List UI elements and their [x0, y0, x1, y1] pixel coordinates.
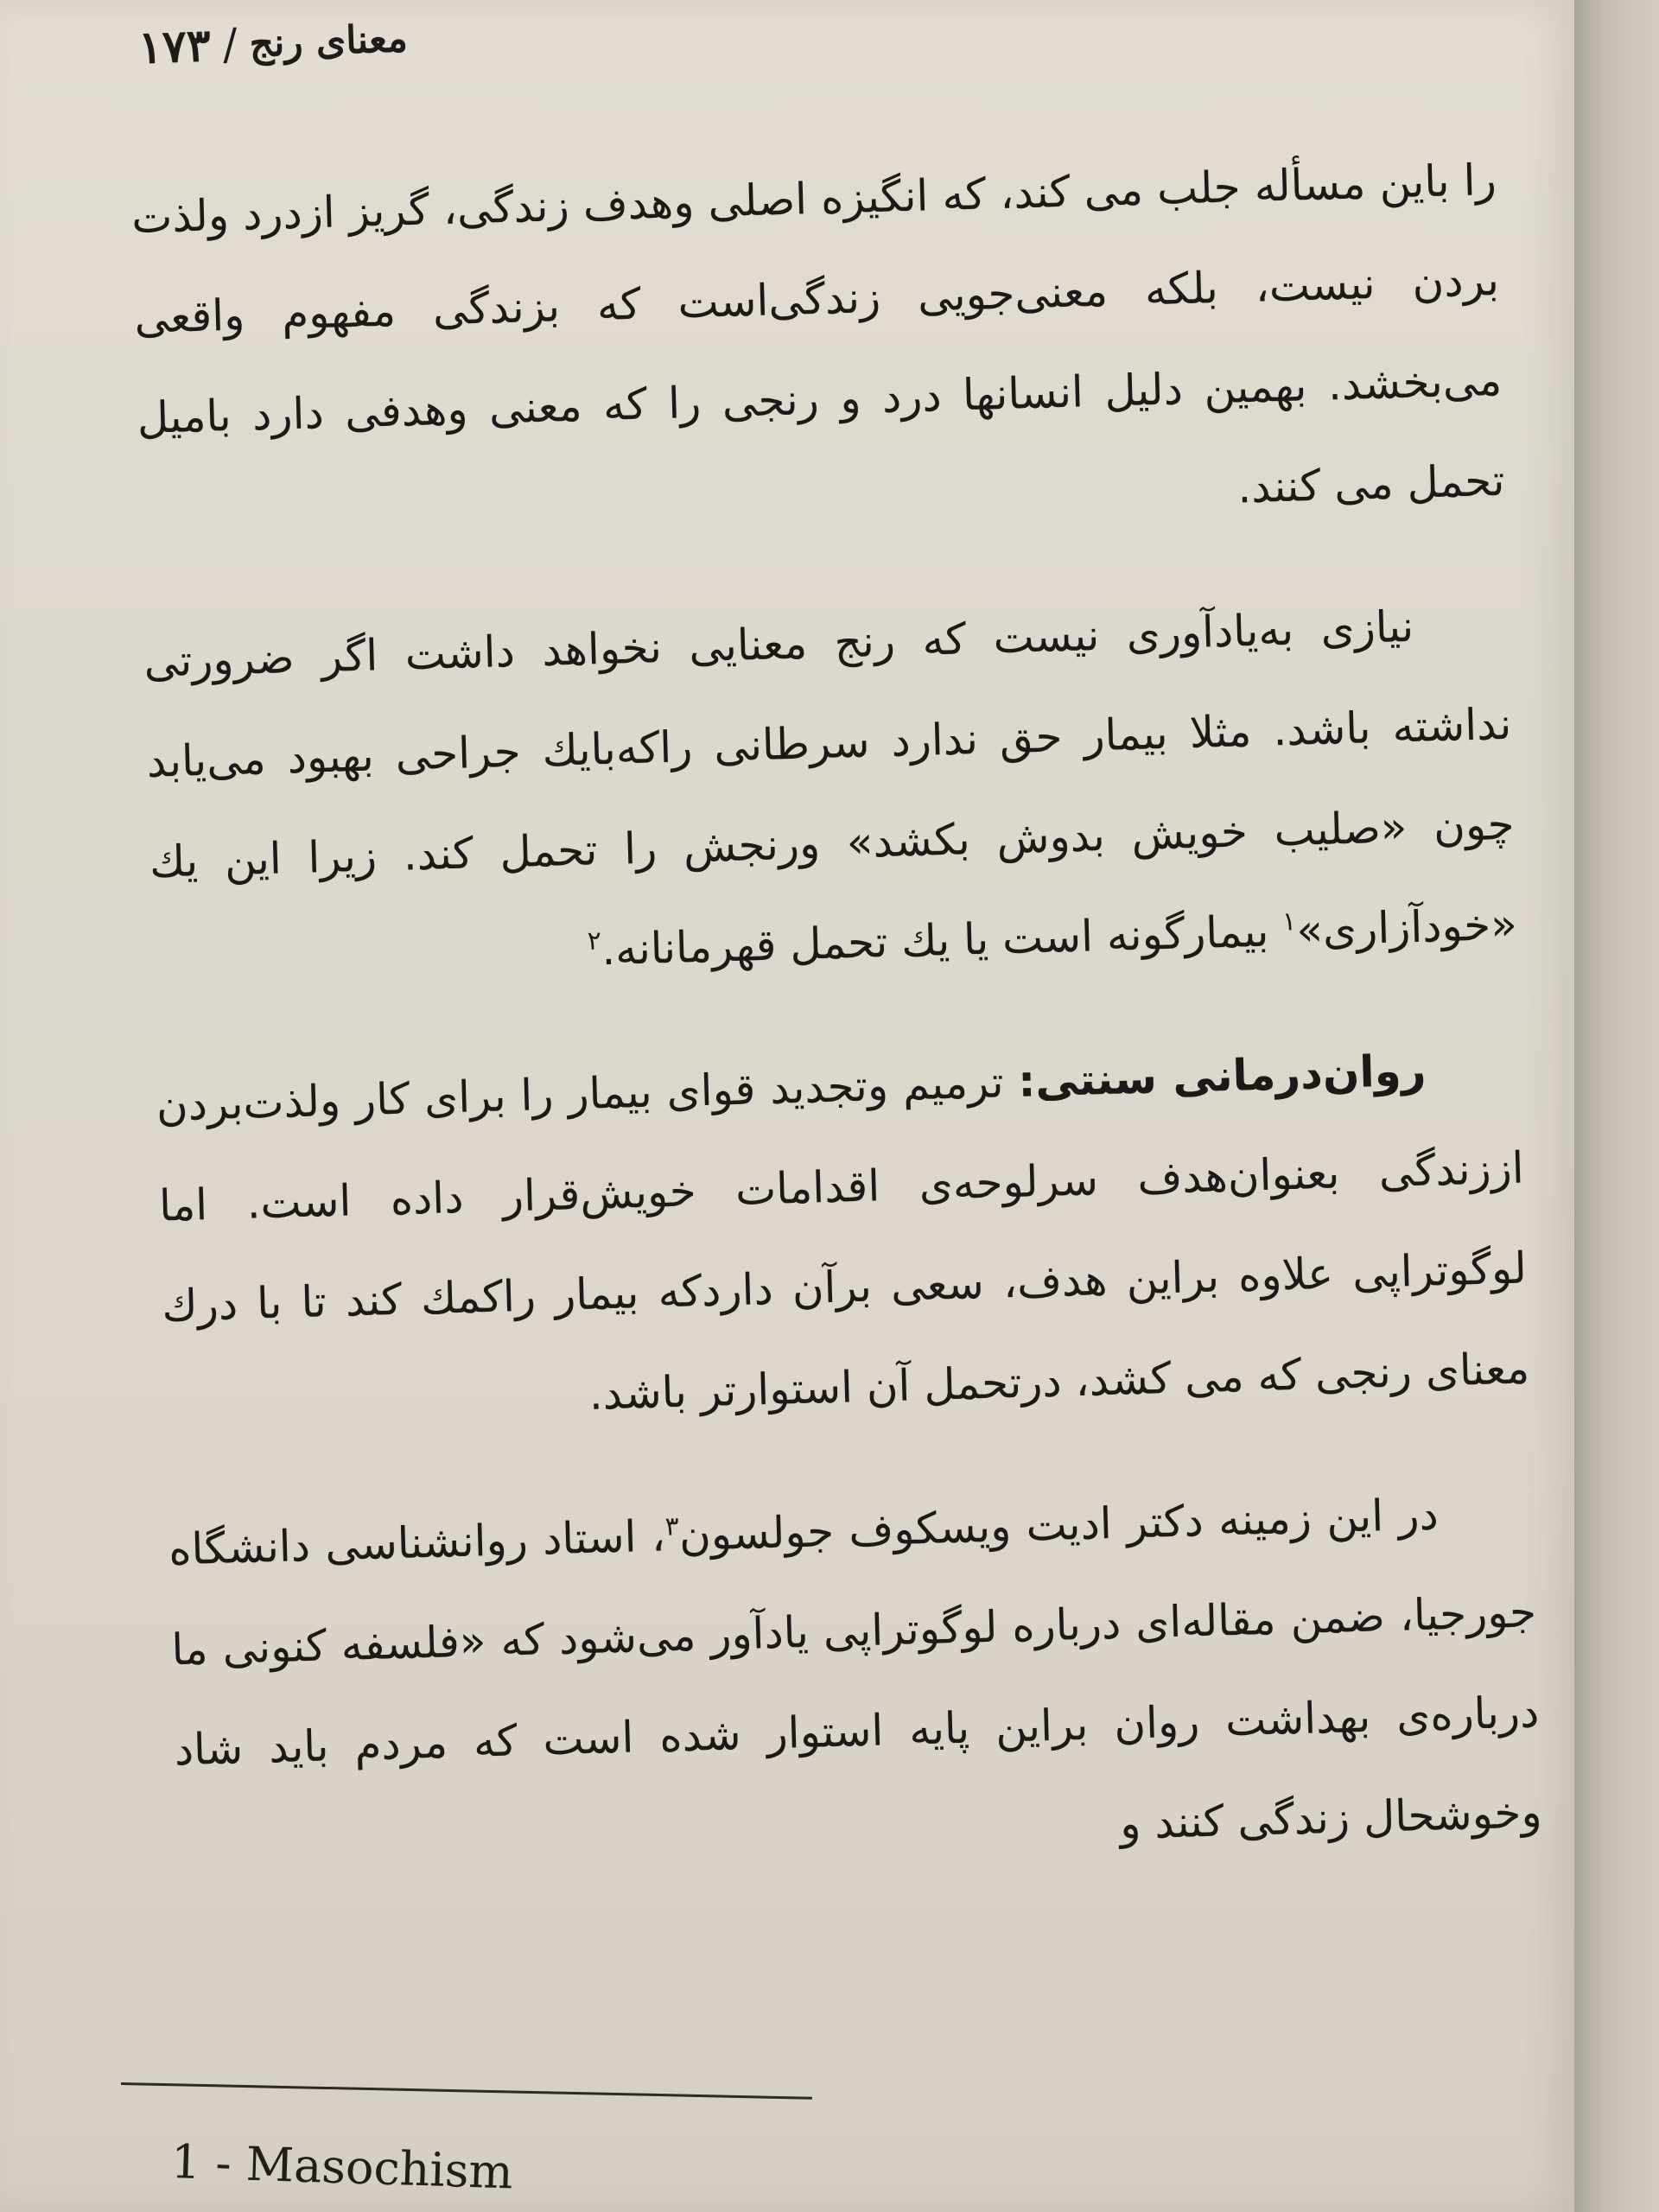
paragraph-4 — [168, 1461, 1543, 1900]
paragraph-3-heading: روان‌درمانی سنتی: — [1017, 1045, 1427, 1107]
paragraph-2-text-a: نیازی به‌یادآوری نیست که رنج معنایی نخواهد داشت اگر ضرورتی نداشته باشد. مثلا بیمار حق ندارد سرطانی راکه‌بایك جراحی بهبود می‌یابد چون «صلیب خویش بدوش بکشد» ورنجش را تحمل کند. زیرا این یك «خودآزاری» — [143, 601, 1518, 956]
book-gutter — [1574, 0, 1659, 2212]
footnote-ref-1: ۱ — [1281, 906, 1297, 938]
footnote-1: 1 - Masochism — [170, 2134, 514, 2200]
paragraph-3-text: ترمیم وتجدید قوای بیمار را برای کار ولذت‌بردن اززندگی بعنوان‌هدف سرلوحه‌ی اقدامات خویش‌قرار داده است. اما لوگوتراپی علاوه براین هدف، سعی برآن داردکه بیمار راکمك کند تا با درك معنای رنجی که می کشد، درتحمل آن استوارتر باشد. — [156, 1056, 1530, 1420]
paragraph-4-text-b: ، استاد روانشناسی دانشگاه جورجیا، ضمن مقاله‌ای درباره لوگوتراپی یادآور می‌شود که «فلسفه کنونی ما درباره‌ی بهداشت روان براین پایه استوار شده است که مردم باید شاد وخوشحال زندگی کنند و — [168, 1510, 1543, 1849]
page-header — [137, 0, 409, 95]
paragraph-3 — [155, 1018, 1530, 1457]
footnote-divider — [121, 2082, 812, 2100]
paragraph-1 — [130, 130, 1506, 569]
footnote-ref-2: ۲ — [587, 925, 602, 957]
header-separator: / — [221, 19, 238, 70]
body-text — [130, 130, 1543, 1900]
paragraph-2 — [143, 574, 1518, 1013]
paragraph-2-text-b: بیمارگونه است یا یك تحمل قهرمانانه. — [601, 906, 1284, 976]
page-number: ۱۷۳ — [137, 18, 212, 74]
paragraph-1-text: را باین مسأله جلب می کند، که انگیزه اصلی وهدف زندگی، گریز ازدرد ولذت بردن نیست، بلکه معنی‌جویی زندگی‌است که بزندگی مفهوم واقعی می‌بخشد. بهمین دلیل انسانها درد و رنجی را که معنی وهدفی دارد بامیل تحمل می کنند. — [130, 154, 1506, 513]
footnote-ref-3: ۳ — [664, 1511, 680, 1542]
paragraph-4-text-a: در این زمینه دکتر ادیت ویسکوف جولسون — [678, 1489, 1440, 1560]
running-title: معنای رنج — [248, 16, 409, 66]
